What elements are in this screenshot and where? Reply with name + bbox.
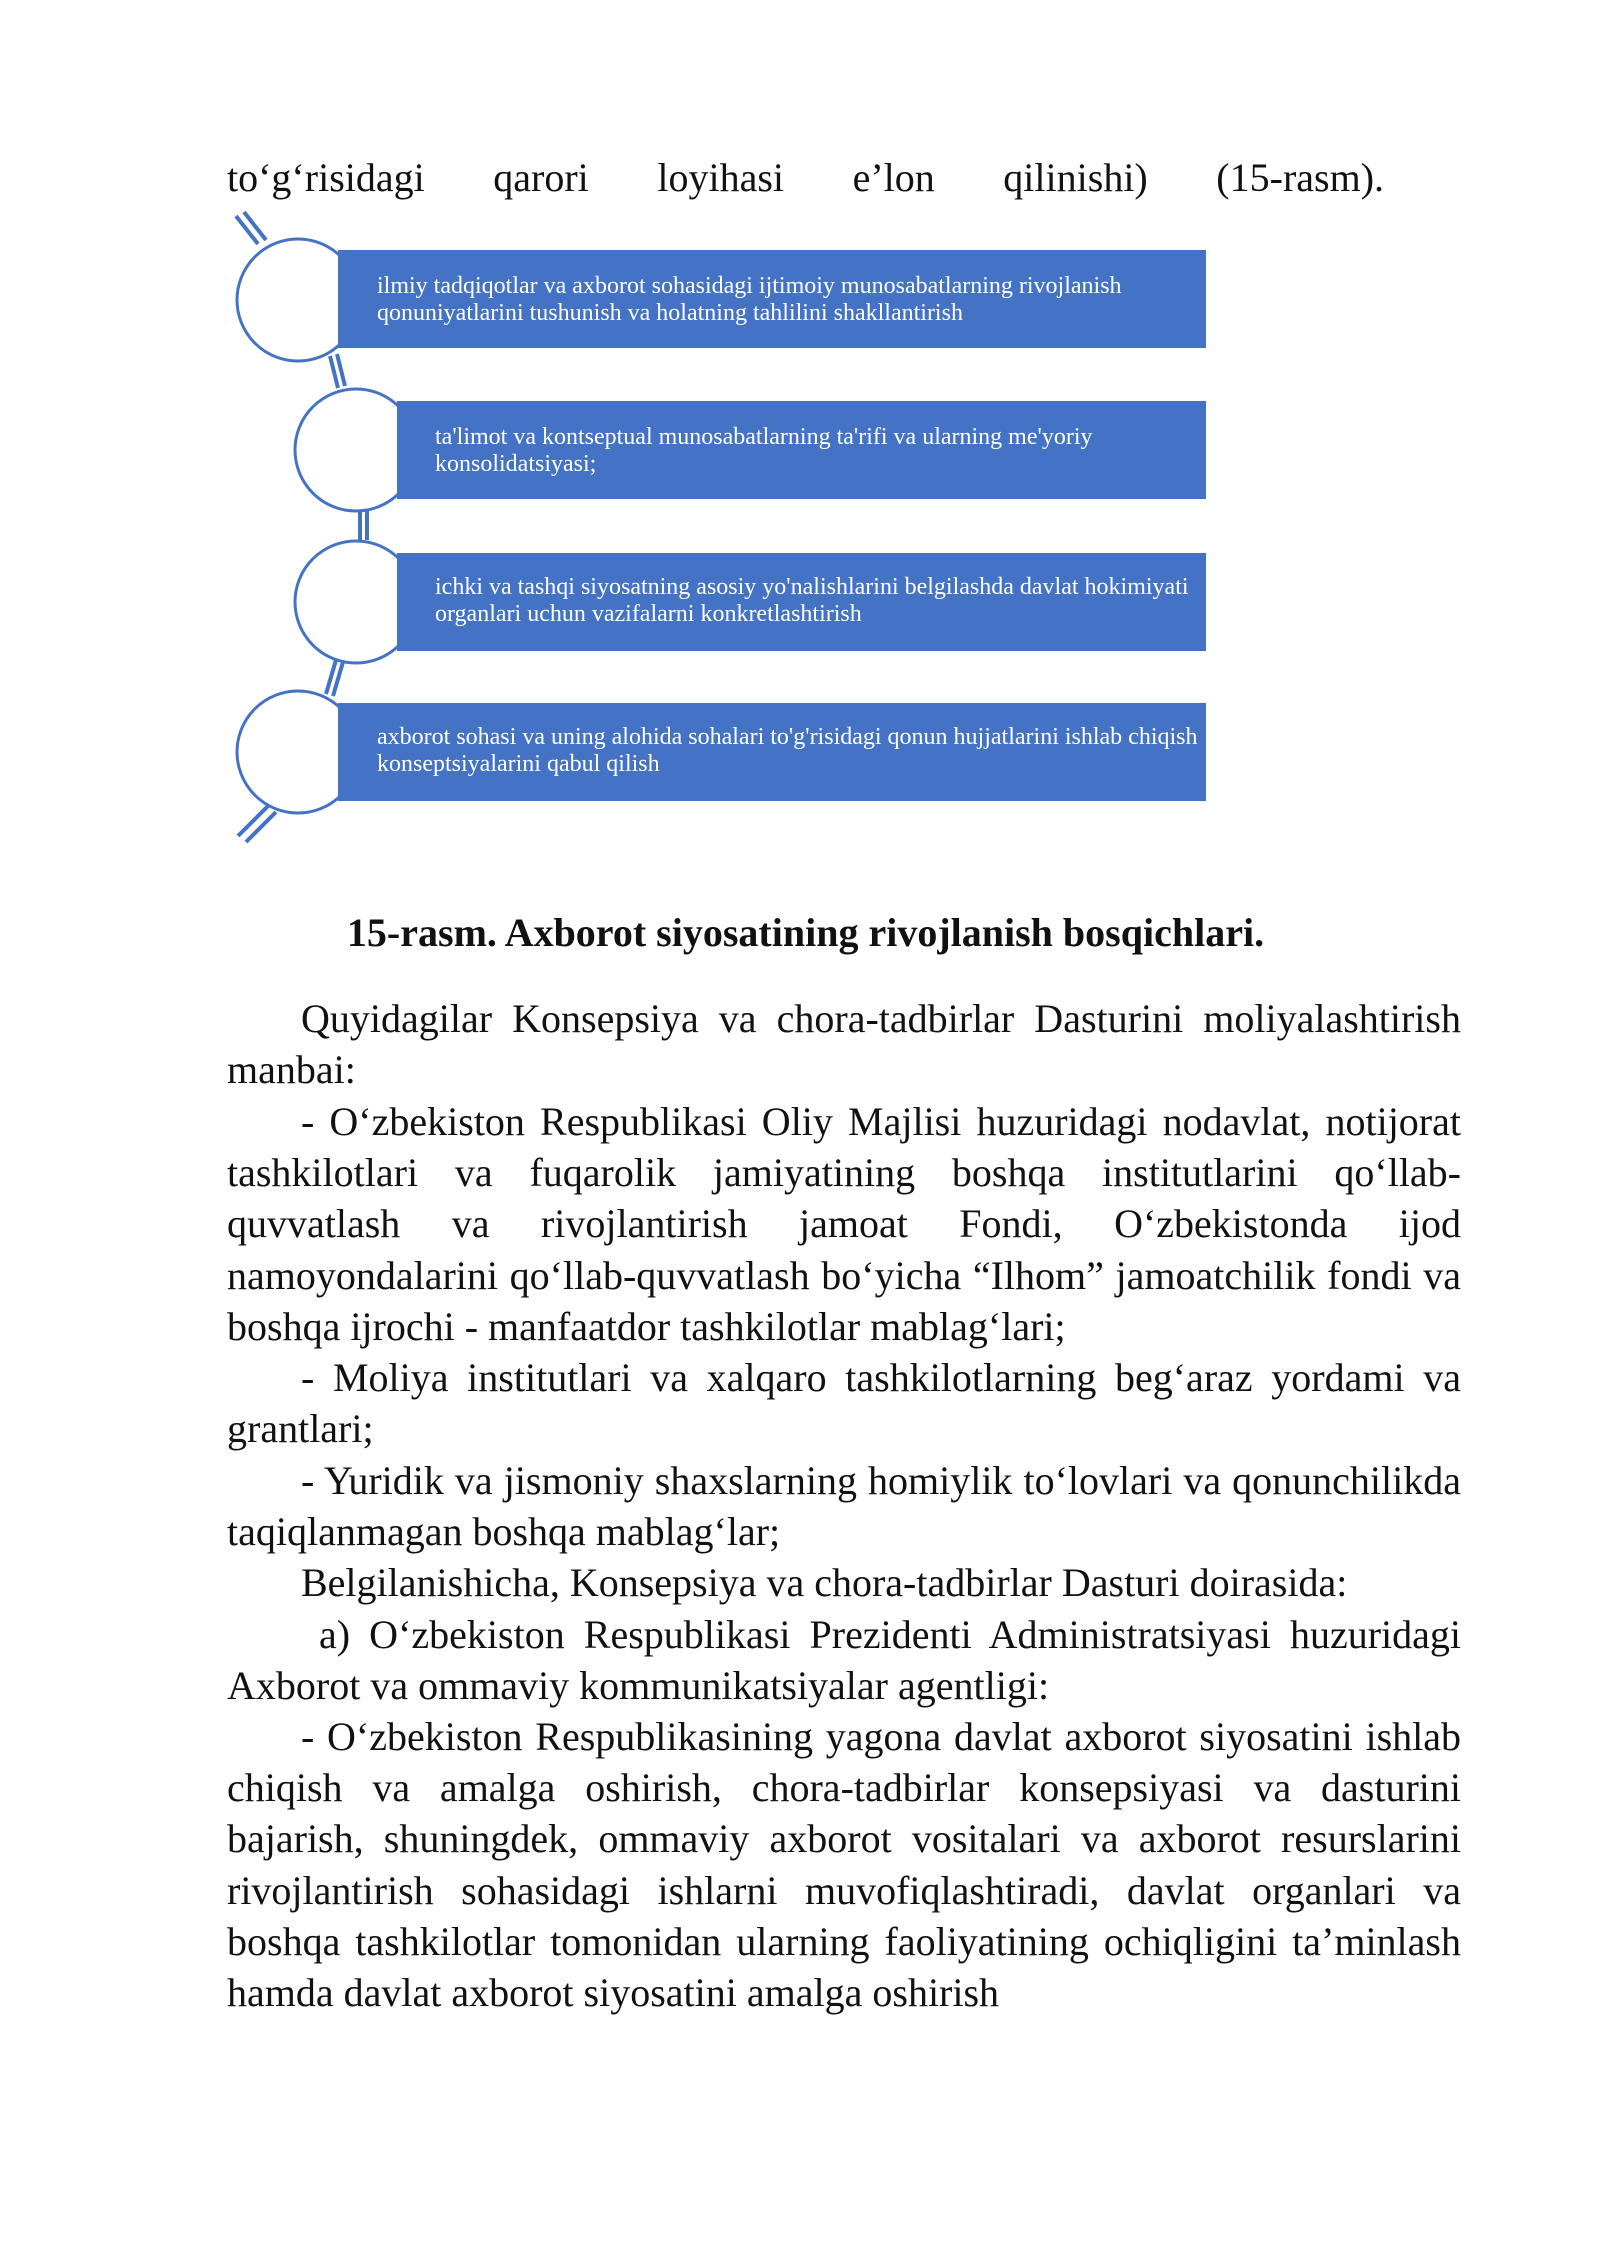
paragraph-source-1: - O‘zbekiston Respublikasi Oliy Majlisi huzuridagi nodavlat, notijorat tashkilotlari va fuqarolik jamiyatining boshqa institutlarini qo‘llab-quvvatlash va rivojlantirish jamoat Fondi, O‘zbekistonda ijod namoyondalarini qo‘llab-quvvatlash bo‘yicha “Ilhom” jamoatchilik fondi va boshqa ijrochi - manfaatdor tashkilotlar mablag‘lari; xyxy=(227,1099,1461,1349)
stage-text-2: ta'limot va kontseptual munosabatlarning ta'rifi va ularning me'yoriy konsolidatsiyasi; xyxy=(435,424,1093,477)
top-word: qarori xyxy=(493,155,589,200)
paragraph-source-3: - Yuridik va jismoniy shaxslarning homiylik to‘lovlari va qonunchilikda taqiqlanmagan boshqa mablag‘lar; xyxy=(227,1458,1461,1555)
stage-bar-4 xyxy=(338,703,1206,801)
top-word: qilinishi) xyxy=(1003,155,1148,200)
stage-bar-1 xyxy=(338,250,1206,348)
paragraph-intro: Quyidagilar Konsepsiya va chora-tadbirlar Dasturini moliyalashtirish manbai: xyxy=(227,996,1461,1093)
stage-text-4: axborot sohasi va uning alohida sohalari to'g'risidagi qonun hujjatlarini ishlab chiqish konseptsiyalarini qabul qilish xyxy=(377,724,1198,777)
stages-diagram xyxy=(0,0,1600,900)
paragraph-agency-duties: - O‘zbekiston Respublikasining yagona davlat axborot siyosatini ishlab chiqish va amalga oshirish, chora-tadbirlar konsepsiyasi va dasturini bajarish, shuningdek, ommaviy axborot vositalari va axborot resurslarini rivojlantirish sohasidagi ishlarni muvofiqlashtiradi, davlat organlari va boshqa tashkilotlar tomonidan ularning faoliyatining ochiqligini ta’minlash hamda davlat axborot siyosatini amalga oshirish xyxy=(227,1714,1461,2016)
connector-line xyxy=(238,806,268,836)
paragraph-agency: a) O‘zbekiston Respublikasi Prezidenti Administratsiyasi huzuridagi Axborot va ommaviy kommunikatsiyalar agentligi: xyxy=(227,1612,1461,1709)
paragraph-source-2: - Moliya institutlari va xalqaro tashkilotlarning beg‘araz yordami va grantlari; xyxy=(227,1355,1461,1452)
connector-line xyxy=(236,216,258,244)
stage-text-1: ilmiy tadqiqotlar va axborot sohasidagi ijtimoiy munosabatlarning rivojlanish qonuniyatlarini tushunish va holatning tahlilini shakllantirish xyxy=(377,273,1122,326)
top-word: loyihasi xyxy=(657,155,785,200)
figure-caption: 15-rasm. Axborot siyosatining rivojlanish bosqichlari. xyxy=(346,910,1265,955)
connector-line xyxy=(246,812,276,842)
paragraph-belgilanishicha: Belgilanishicha, Konsepsiya va chora-tadbirlar Dasturi doirasida: xyxy=(301,1560,1348,1605)
top-word: (15-rasm). xyxy=(1216,155,1385,200)
connector-line xyxy=(244,212,266,240)
top-word: to‘g‘risidagi xyxy=(227,155,425,200)
top-word: e’lon xyxy=(852,155,935,200)
stage-bar-3 xyxy=(397,553,1206,651)
stage-bar-2 xyxy=(397,401,1206,499)
stage-text-3: ichki va tashqi siyosatning asosiy yo'nalishlarini belgilashda davlat hokimiyati organlari uchun vazifalarni konkretlashtirish xyxy=(435,574,1189,627)
